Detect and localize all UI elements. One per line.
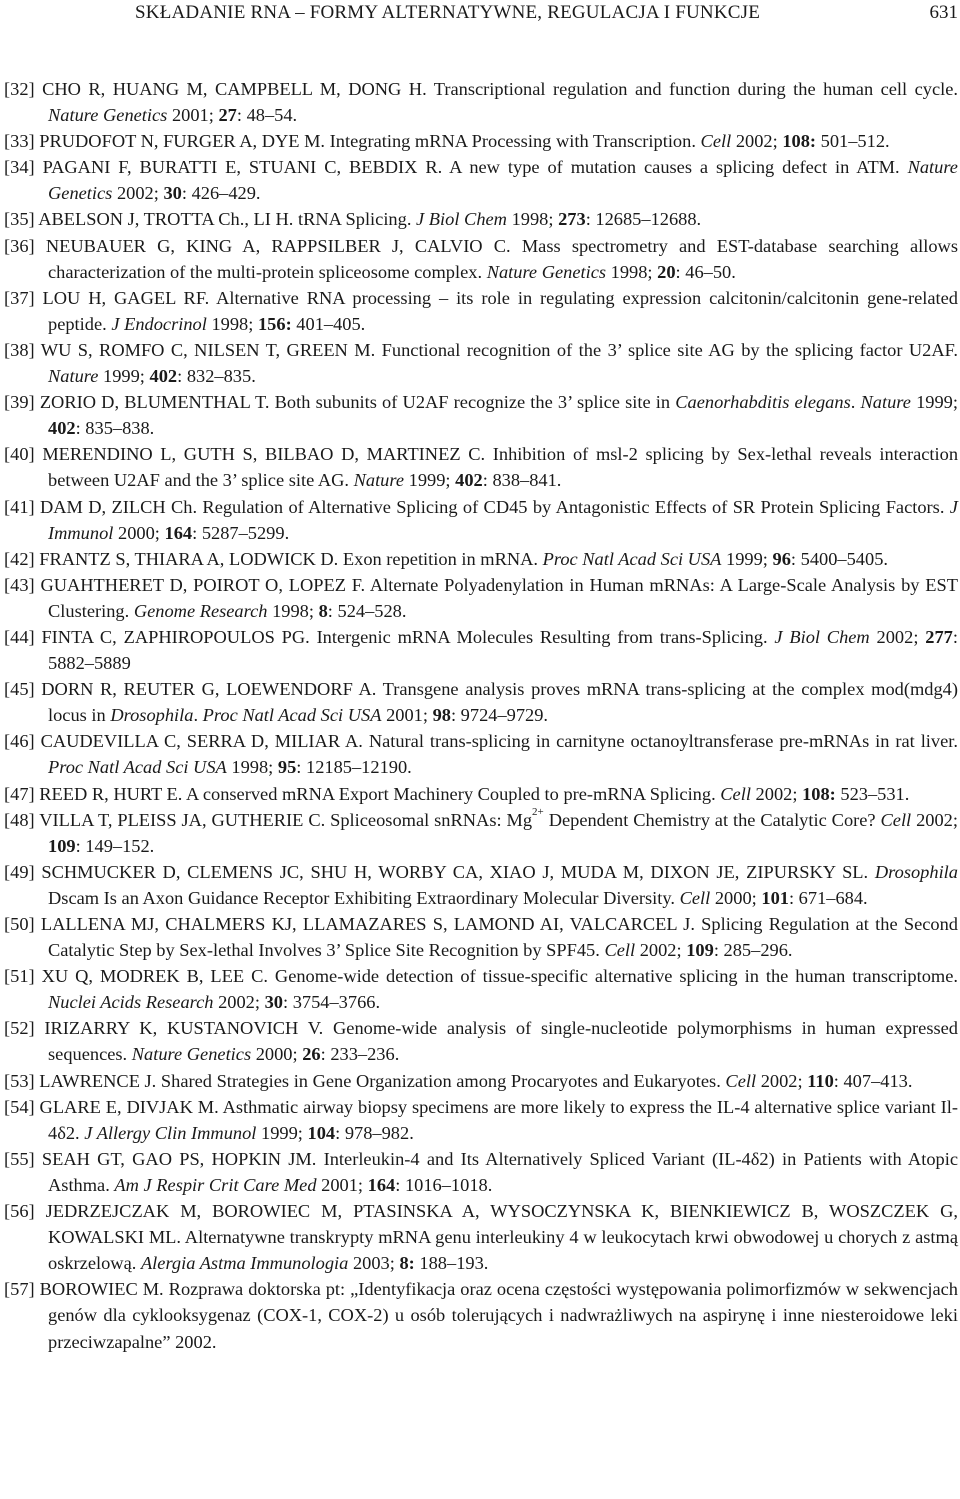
reference-item xyxy=(4,859,958,911)
reference-title: Genome-wide detection of tissue-specific alternative splicing in the human transcriptome. xyxy=(274,966,958,987)
reference-item xyxy=(4,441,958,493)
reference-journal: Proc Natl Acad Sci USA xyxy=(202,705,382,726)
reference-title: Alternate Polyadenylation in Human mRNAs: A Large-Scale Analysis by EST Clustering. xyxy=(48,574,958,621)
reference-year: 1999; xyxy=(408,470,451,491)
reference-journal: Nature Genetics xyxy=(486,261,607,282)
reference-volume: 8 xyxy=(318,600,328,621)
reference-title: Intergenic mRNA Molecules Resulting from trans-Splicing. xyxy=(316,626,768,647)
reference-volume: 277 xyxy=(925,626,953,647)
reference-volume: 30 xyxy=(264,992,283,1013)
reference-authors: LOU H, GAGEL RF. xyxy=(42,287,210,308)
reference-pages: : 149–152. xyxy=(75,835,155,856)
reference-item xyxy=(4,1015,958,1067)
reference-authors: DORN R, REUTER G, LOEWENDORF A. xyxy=(41,679,377,700)
reference-volume: 108: xyxy=(802,783,836,804)
reference-item xyxy=(4,781,958,807)
reference-pages: : 407–413. xyxy=(833,1070,913,1091)
reference-year: 1998; xyxy=(231,757,274,778)
reference-pages: : 9724–9729. xyxy=(450,705,549,726)
reference-number: [37] xyxy=(4,287,35,308)
reference-item xyxy=(4,494,958,546)
reference-volume: 110 xyxy=(807,1070,834,1091)
reference-pages: : 5882–5889 xyxy=(48,626,958,674)
reference-item xyxy=(4,807,958,859)
reference-year: 2002; xyxy=(755,783,798,804)
reference-authors: GUAHTHERET D, POIROT O, LOPEZ F. xyxy=(40,574,366,595)
reference-volume: 402 xyxy=(455,470,483,491)
reference-volume: 164 xyxy=(367,1174,396,1195)
reference-volume: 27 xyxy=(218,105,237,126)
reference-item xyxy=(4,728,958,780)
reference-title: Dscam Is an Axon Guidance Receptor Exhibiting Extraordinary Molecular Diversity. xyxy=(48,887,675,908)
reference-list xyxy=(4,76,958,1355)
reference-number: [42] xyxy=(4,548,35,569)
reference-journal: Nature Genetics xyxy=(48,105,168,126)
reference-journal: Cell xyxy=(604,940,636,961)
reference-volume: 104 xyxy=(307,1122,336,1143)
reference-number: [43] xyxy=(4,574,35,595)
reference-authors: FRANTZ S, THIARA A, LODWICK D. xyxy=(39,548,339,569)
reference-journal: Nature xyxy=(860,392,911,413)
reference-item xyxy=(4,1146,958,1198)
reference-volume: 402 xyxy=(149,366,178,387)
reference-year: 2002; xyxy=(876,626,919,647)
reference-volume: 273 xyxy=(558,209,586,230)
reference-journal: J Allergy Clin Immunol xyxy=(84,1122,257,1143)
reference-title: Alternatywne transkrypty mRNA genu interleukiny 4 w leukocytach krwi obwodowej u chorych z astmą oskrzelową. xyxy=(48,1227,958,1274)
reference-title: Regulation of Alternative Splicing of CD45 by Antagonistic Effects of SR Protein Splicing Factors. xyxy=(202,496,945,517)
reference-year: 2002; xyxy=(735,131,778,152)
reference-year: 2002; xyxy=(116,183,159,204)
reference-journal: Nature Genetics xyxy=(48,157,958,204)
reference-number: [40] xyxy=(4,444,35,465)
reference-volume: 109 xyxy=(48,835,76,856)
reference-title-italic: Drosophila xyxy=(874,861,958,882)
reference-title: Rozprawa doktorska pt: „Identyfikacja oraz ocena częstości występowania polimorfizmów w sekwencjach genów dla cyklooksygenaz (COX-1, COX-2) u osób tolerujących i nadwrażliwych na aspirynę i inne niesteroidowe leki przeciwzapalne” 2002. xyxy=(48,1279,958,1352)
reference-pages: : 5400–5405. xyxy=(790,548,888,569)
reference-journal: J Biol Chem xyxy=(774,626,870,647)
reference-authors: JEDRZEJCZAK M, BOROWIEC M, PTASINSKA A, WYSOCZYNSKA K, BIENKIEWICZ B, WOSZCZEK G, KOWALSKI ML. xyxy=(45,1201,958,1248)
reference-item xyxy=(4,285,958,337)
reference-pages: : 5287–5299. xyxy=(192,522,290,543)
reference-authors: ABELSON J, TROTTA Ch., LI H. xyxy=(38,209,294,230)
reference-year: 2002; xyxy=(218,992,260,1013)
reference-title: Interleukin-4 and Its Alternatively Spliced Variant (IL-4δ2) in Patients with Atopic Asthma. xyxy=(48,1148,958,1195)
reference-pages: : 3754–3766. xyxy=(283,992,381,1013)
reference-journal: Proc Natl Acad Sci USA xyxy=(48,757,227,778)
reference-title: Transcriptional regulation and function during the human cell cycle. xyxy=(433,79,958,99)
reference-title: Functional recognition of the 3’ splice site AG by the splicing factor U2AF. xyxy=(381,339,958,360)
reference-authors: NEUBAUER G, KING A, RAPPSILBER J, CALVIO C. xyxy=(45,235,511,256)
reference-authors: WU S, ROMFO C, NILSEN T, GREEN M. xyxy=(40,339,376,360)
reference-number: [50] xyxy=(4,914,35,934)
reference-year: 1998; xyxy=(211,313,254,334)
reference-journal: Am J Respir Crit Care Med xyxy=(114,1174,317,1195)
reference-year: 1998; xyxy=(610,261,653,282)
reference-journal: Cell xyxy=(700,131,732,152)
reference-year: 2001; xyxy=(321,1174,364,1195)
reference-journal: Genome Research xyxy=(133,600,268,621)
reference-volume: 8: xyxy=(399,1253,415,1274)
reference-pages: : 838–841. xyxy=(482,470,562,491)
reference-item xyxy=(4,1068,958,1094)
reference-volume: 402 xyxy=(48,418,76,439)
reference-authors: PAGANI F, BURATTI E, STUANI C, BEBDIX R. xyxy=(42,157,443,178)
reference-authors: CHO R, HUANG M, CAMPBELL M, DONG H. xyxy=(42,79,427,99)
reference-journal: Cell xyxy=(720,783,751,804)
reference-number: [38] xyxy=(4,339,35,360)
reference-pages: 401–405. xyxy=(291,313,366,334)
reference-title: Spliceosomal snRNAs: Mg xyxy=(330,809,533,830)
reference-authors: LAWRENCE J. xyxy=(39,1070,157,1091)
reference-pages: 523–531. xyxy=(835,783,910,804)
reference-number: [45] xyxy=(4,679,35,700)
reference-item: [39] ZORIO D, BLUMENTHAL T. Both subunits of U2AF recognize the 3’ splice site in Caenorhabditis elegans. Nature 1999; 402: 835–838. xyxy=(4,392,958,439)
reference-pages: : 524–528. xyxy=(327,600,407,621)
reference-title: tRNA Splicing. xyxy=(298,209,412,230)
reference-item xyxy=(4,233,958,285)
reference-pages: : 12185–12190. xyxy=(296,757,412,778)
reference-pages: : 46–50. xyxy=(675,261,736,282)
reference-volume: 96 xyxy=(772,548,791,569)
reference-number: [32] xyxy=(4,79,35,99)
reference-authors: GLARE E, DIVJAK M. xyxy=(39,1096,219,1117)
reference-pages: : 835–838. xyxy=(75,418,155,439)
reference-authors: FINTA C, ZAPHIROPOULOS PG. xyxy=(41,626,310,647)
reference-title: Both subunits of U2AF recognize the 3’ splice site in xyxy=(274,392,671,413)
reference-pages: : 1016–1018. xyxy=(395,1174,493,1195)
reference-year: 2000; xyxy=(118,522,160,543)
reference-number: [36] xyxy=(4,235,35,256)
reference-year: 2000; xyxy=(714,887,757,908)
reference-authors: LALLENA MJ, CHALMERS KJ, LLAMAZARES S, LAMOND AI, VALCARCEL J. xyxy=(40,914,695,934)
reference-year: 2002; xyxy=(916,809,958,830)
reference-item xyxy=(4,624,958,676)
reference-authors: IRIZARRY K, KUSTANOVICH V. xyxy=(44,1018,324,1039)
reference-volume: 108: xyxy=(782,131,817,152)
reference-title: Dependent Chemistry at the Catalytic Core? xyxy=(548,809,876,830)
reference-number: [51] xyxy=(4,966,35,987)
reference-number: [54] xyxy=(4,1096,35,1117)
reference-number: [56] xyxy=(4,1201,35,1222)
reference-item xyxy=(4,1276,958,1354)
reference-number: [57] xyxy=(4,1279,35,1300)
page-number: 631 xyxy=(929,2,958,23)
reference-year: 1999; xyxy=(726,548,768,569)
reference-title: A conserved mRNA Export Machinery Coupled to pre-mRNA Splicing. xyxy=(185,783,716,804)
reference-title: Inhibition of msl-2 splicing by Sex-lethal reveals interaction between U2AF and the 3’ splice site AG. xyxy=(48,444,959,491)
reference-item xyxy=(4,546,958,572)
reference-year: 2003; xyxy=(352,1253,395,1274)
reference-item xyxy=(4,206,958,232)
reference-title: Exon repetition in mRNA. xyxy=(342,548,539,569)
reference-year: 2000; xyxy=(255,1044,298,1065)
running-title: SKŁADANIE RNA – FORMY ALTERNATYWNE, REGULACJA I FUNKCJE xyxy=(135,2,761,23)
reference-pages: : 233–236. xyxy=(320,1044,400,1065)
reference-authors: REED R, HURT E. xyxy=(39,783,183,804)
reference-pages: : 978–982. xyxy=(335,1122,414,1143)
reference-year: 1998; xyxy=(511,209,554,230)
reference-authors: BOROWIEC M. xyxy=(39,1279,164,1300)
reference-volume: 30 xyxy=(163,183,182,204)
reference-journal: Cell xyxy=(880,809,912,830)
reference-title: Integrating mRNA Processing with Transcription. xyxy=(329,131,696,152)
reference-authors: VILLA T, PLEISS JA, GUTHERIE C. xyxy=(39,809,326,830)
reference-number: [46] xyxy=(4,731,35,752)
reference-item xyxy=(4,128,958,154)
reference-journal: Nature xyxy=(48,366,99,387)
reference-year: 1998; xyxy=(272,600,314,621)
reference-item xyxy=(4,76,958,128)
reference-title: Genome-wide analysis of single-nucleotide polymorphisms in human expressed sequences. xyxy=(48,1018,958,1065)
reference-journal: Nuclei Acids Research xyxy=(48,992,214,1013)
reference-authors: MERENDINO L, GUTH S, BILBAO D, MARTINEZ C. xyxy=(42,444,486,465)
reference-authors: DAM D, ZILCH Ch. xyxy=(40,496,198,517)
reference-volume: 98 xyxy=(432,705,451,726)
reference-title-italic: Drosophila xyxy=(110,705,194,726)
reference-number: [44] xyxy=(4,626,35,647)
reference-superscript: 2+ xyxy=(532,805,544,818)
reference-volume: 20 xyxy=(657,261,676,282)
reference-title: A new type of mutation causes a splicing defect in ATM. xyxy=(449,157,900,178)
reference-title: Asthmatic airway biopsy specimens are more likely to express the IL-4 alternative splice variant Il-4δ2. xyxy=(48,1096,959,1143)
reference-year: 1999; xyxy=(916,392,958,413)
reference-item xyxy=(4,154,958,206)
reference-item xyxy=(4,1198,958,1276)
reference-year: 2002; xyxy=(639,940,682,961)
reference-pages: : 671–684. xyxy=(788,887,868,908)
reference-journal: Cell xyxy=(679,887,711,908)
reference-pages: : 832–835. xyxy=(177,366,256,387)
running-header xyxy=(0,0,960,28)
reference-volume: 156: xyxy=(257,313,292,334)
reference-item xyxy=(4,1094,958,1146)
reference-pages: 501–512. xyxy=(816,131,890,152)
reference-authors: PRUDOFOT N, FURGER A, DYE M. xyxy=(39,131,326,152)
reference-year: 1999; xyxy=(261,1122,303,1143)
reference-year: 2001; xyxy=(171,105,214,126)
reference-number: [33] xyxy=(4,131,35,152)
reference-authors: XU Q, MODREK B, LEE C. xyxy=(41,966,268,987)
reference-number: [47] xyxy=(4,783,35,804)
reference-year: 2001; xyxy=(386,705,428,726)
reference-volume: 95 xyxy=(277,757,297,778)
reference-number: [53] xyxy=(4,1070,35,1091)
reference-pages: : 426–429. xyxy=(181,183,261,204)
reference-item xyxy=(4,963,958,1015)
reference-number: [39] xyxy=(4,392,35,413)
reference-number: [55] xyxy=(4,1148,35,1169)
reference-title: Mass spectrometry and EST-database searching allows characterization of the multi-protein spliceosome complex. xyxy=(48,235,958,282)
reference-journal: Proc Natl Acad Sci USA xyxy=(542,548,722,569)
reference-volume: 26 xyxy=(302,1044,321,1065)
reference-number: [35] xyxy=(4,209,35,230)
reference-title: Natural trans-splicing in carnityne octanoyltransferase pre-mRNAs in rat liver. xyxy=(368,731,958,752)
reference-item xyxy=(4,337,958,389)
reference-number: [48] xyxy=(4,809,35,830)
reference-title-italic: Caenorhabditis elegans xyxy=(675,392,851,413)
reference-pages: 188–193. xyxy=(414,1253,489,1274)
reference-title: Shared Strategies in Gene Organization among Procaryotes and Eukaryotes. xyxy=(160,1070,721,1091)
reference-authors: SCHMUCKER D, CLEMENS JC, SHU H, WORBY CA, XIAO J, MUDA M, DIXON JE, ZIPURSKY SL. xyxy=(41,861,869,882)
reference-item xyxy=(4,572,958,624)
reference-number: [52] xyxy=(4,1018,35,1039)
reference-volume: 101 xyxy=(761,887,789,908)
reference-authors: SEAH GT, GAO PS, HOPKIN JM. xyxy=(41,1148,317,1169)
reference-item xyxy=(4,911,958,963)
reference-pages: : 12685–12688. xyxy=(585,209,702,230)
reference-year: 1999; xyxy=(103,366,145,387)
reference-journal: Alergia Astma Immunologia xyxy=(140,1253,349,1274)
reference-pages: : 285–296. xyxy=(713,940,793,961)
reference-volume: 164 xyxy=(164,522,193,543)
reference-volume: 109 xyxy=(686,940,714,961)
reference-journal: J Immunol xyxy=(48,496,958,543)
reference-title: Splicing Regulation at the Second Catalytic Step by Sex-lethal Involves 3’ Splice Site Recognition by SPF45. xyxy=(48,914,958,961)
reference-journal: J Biol Chem xyxy=(416,209,507,230)
reference-number: [34] xyxy=(4,157,35,178)
reference-title: Alternative RNA processing – its role in regulating expression calcitonin/calcitonin gene-related peptide. xyxy=(48,287,958,334)
reference-authors: CAUDEVILLA C, SERRA D, MILIAR A. xyxy=(40,731,363,752)
reference-item: [45] DORN R, REUTER G, LOEWENDORF A. Transgene analysis proves mRNA trans-splicing at the complex mod(mdg4) locus in Drosophila. Proc Natl Acad Sci USA 2001; 98: 9724–9729. xyxy=(4,679,958,726)
reference-journal: Nature xyxy=(353,470,405,491)
reference-journal: Nature Genetics xyxy=(131,1044,252,1065)
reference-journal: J Endocrinol xyxy=(111,313,207,334)
reference-title: Transgene analysis proves mRNA trans-splicing at the complex mod(mdg4) locus in xyxy=(48,679,958,726)
reference-authors: ZORIO D, BLUMENTHAL T. xyxy=(39,392,270,413)
reference-year: 2002; xyxy=(760,1070,803,1091)
reference-number: [49] xyxy=(4,861,35,882)
reference-journal: Cell xyxy=(725,1070,757,1091)
reference-pages: : 48–54. xyxy=(236,105,298,126)
reference-number: [41] xyxy=(4,496,35,517)
